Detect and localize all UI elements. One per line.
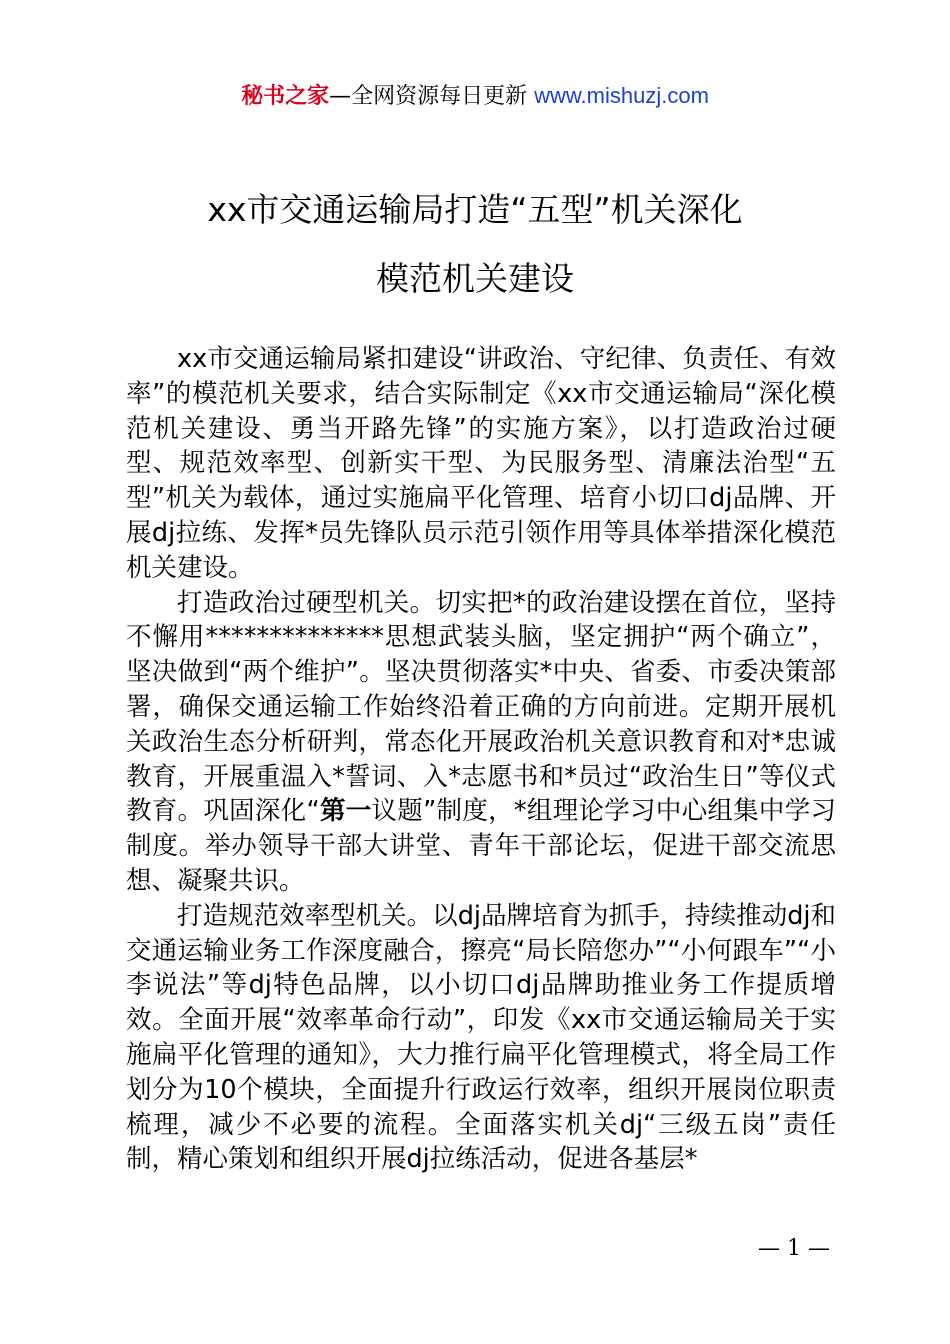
- paragraph-political-text-2: 议题”制度，*组理论学习中心组集中学习制度。举办领导干部大讲堂、青年干部论坛，促进干部交流思想、凝聚共识。: [126, 796, 836, 896]
- paragraph-efficiency: 打造规范效率型机关。以dj品牌培育为抓手，持续推动dj和交通运输业务工作深度融合，擦亮“局长陪您办”“小何跟车”“小李说法”等dj特色品牌，以小切口dj品牌助推业务工作提质增效。全面开展“效率革命行动”，印发《xx市交通运输局关于实施扁平化管理的通知》，大力推行扁平化管理模式，将全局工作划分为10个模块，全面提升行政运行效率，组织开展岗位职责梳理，减少不必要的流程。全面落实机关dj“三级五岗”责任制，精心策划和组织开展dj拉练活动，促进各基层*: [126, 900, 836, 1175]
- paragraph-intro: xx市交通运输局紧扣建设“讲政治、守纪律、负责任、有效率”的模范机关要求，结合实际制定《xx市交通运输局“深化模范机关建设、勇当开路先锋”的实施方案》，以打造政治过硬型、规范效率型、创新实干型、为民服务型、清廉法治型“五型”机关为载体，通过实施扁平化管理、培育小切口dj品牌、开展dj拉练、发挥*员先锋队员示范引领作用等具体举措深化模范机关建设。: [126, 344, 836, 583]
- paragraph-political-text-1: 打造政治过硬型机关。切实把*的政治建设摆在首位，坚持不懈用**************思想武装头脑，坚定拥护“两个确立”，坚决做到“两个维护”。坚决贯彻落实*中央、省委、市委决策部署，确保交通运输工作始终沿着正确的方向前进。定期开展机关政治生态分析研判，常态化开展政治机关意识教育和对*忠诚教育，开展重温入*誓词、入*志愿书和*员过“政治生日”等仪式教育。巩固深化“: [126, 587, 836, 827]
- page-number: — 1 —: [758, 1236, 830, 1261]
- site-brand: 秘书之家: [241, 84, 330, 109]
- site-tagline: —全网资源每日更新: [329, 84, 535, 109]
- document-title-line-1: xx市交通运输局打造“五型”机关深化: [207, 190, 743, 229]
- document-body: [126, 342, 836, 1177]
- document-title-line-2: 模范机关建设: [376, 259, 574, 298]
- site-url-link[interactable]: www.mishuzj.com: [534, 83, 709, 108]
- paragraph-political-bold: 第一: [319, 796, 372, 827]
- paragraph-political: [126, 586, 836, 899]
- site-header: [0, 80, 950, 113]
